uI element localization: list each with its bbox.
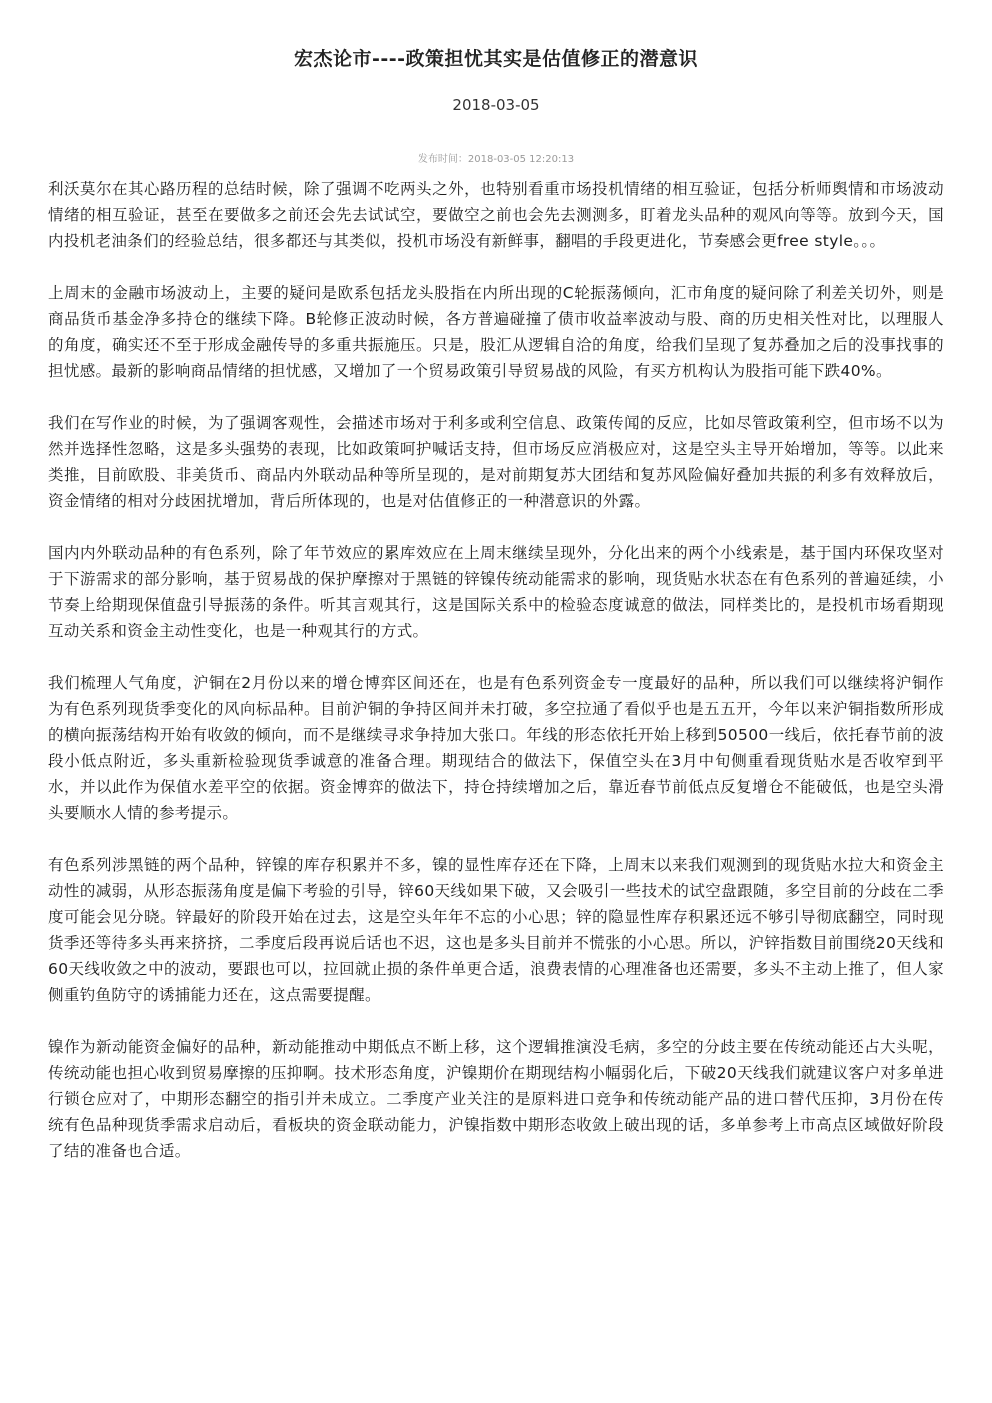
paragraph-3: 我们在写作业的时候，为了强调客观性，会描述市场对于利多或利空信息、政策传闻的反应，比如尽管政策利空，但市场不以为然并选择性忽略，这是多头强势的表现，比如政策呵护喊话支持，但市场反应消极应对，这是空头主导开始增加，等等。以此来类推，目前欧股、非美货币、商品内外联动品种等所呈现的，是对前期复苏大团结和复苏风险偏好叠加共振的利多有效释放后，资金情绪的相对分歧困扰增加，背后所体现的，也是对估值修正的一种潜意识的外露。 <box>48 414 944 510</box>
article-date: 2018-03-05 <box>452 96 540 114</box>
paragraph-1: 利沃莫尔在其心路历程的总结时候，除了强调不吃两头之外，也特别看重市场投机情绪的相互验证，包括分析师舆情和市场波动情绪的相互验证，甚至在要做多之前还会先去试试空，要做空之前也会先去测测多，盯着龙头品种的观风向等等。放到今天，国内投机老油条们的经验总结，很多都还与其类似，投机市场没有新鲜事，翻唱的手段更进化，节奏感会更free style。。。 <box>48 180 944 250</box>
paragraph-2: 上周末的金融市场波动上，主要的疑问是欧系包括龙头股指在内所出现的C轮振荡倾向，汇市角度的疑问除了利差关切外，则是商品货币基金净多持仓的继续下降。B轮修正波动时候，各方普遍碰撞了债市收益率波动与股、商的历史相关性对比，以理服人的角度，确实还不至于形成金融传导的多重共振施压。只是，股汇从逻辑自洽的角度，给我们呈现了复苏叠加之后的没事找事的担忧感。最新的影响商品情绪的担忧感，又增加了一个贸易政策引导贸易战的风险，有买方机构认为股指可能下跌40%。 <box>48 284 944 380</box>
paragraph-6: 有色系列涉黑链的两个品种，锌镍的库存积累并不多，镍的显性库存还在下降，上周末以来我们观测到的现货贴水拉大和资金主动性的减弱，从形态振荡角度是偏下考验的引导，锌60天线如果下破，又会吸引一些技术的试空盘跟随，多空目前的分歧在二季度可能会见分晓。锌最好的阶段开始在过去，这是空头年年不忘的小心思；锌的隐显性库存积累还远不够引导彻底翻空，同时现货季还等待多头再来挤挤，二季度后段再说后话也不迟，这也是多头目前并不慌张的小心思。所以，沪锌指数目前围绕20天线和60天线收敛之中的波动，要跟也可以，拉回就止损的条件单更合适，浪费表情的心理准备也还需要，多头不主动上推了，但人家侧重钓鱼防守的诱捕能力还在，这点需要提醒。 <box>48 856 944 1004</box>
publish-time-line <box>0 150 992 165</box>
paragraph-4: 国内内外联动品种的有色系列，除了年节效应的累库效应在上周末继续呈现外，分化出来的两个小线索是，基于国内环保攻坚对于下游需求的部分影响，基于贸易战的保护摩擦对于黑链的锌镍传统动能需求的影响，现货贴水状态在有色系列的普遍延续，小节奏上给期现保值盘引导振荡的条件。听其言观其行，这是国际关系中的检验态度诚意的做法，同样类比的，是投机市场看期现互动关系和资金主动性变化，也是一种观其行的方式。 <box>48 544 944 640</box>
paragraph-5: 我们梳理人气角度，沪铜在2月份以来的增仓博弈区间还在，也是有色系列资金专一度最好的品种，所以我们可以继续将沪铜作为有色系列现货季变化的风向标品种。目前沪铜的争持区间并未打破，多空拉通了看似乎也是五五开，今年以来沪铜指数所形成的横向振荡结构开始有收敛的倾向，而不是继续寻求争持加大张口。年线的形态依托开始上移到50500一线后，依托春节前的波段小低点附近，多头重新检验现货季诚意的准备合理。期现结合的做法下，保值空头在3月中旬侧重看现货贴水是否收窄到平水，并以此作为保值水差平空的依据。资金博弈的做法下，持仓持续增加之后，靠近春节前低点反复增仓不能破低，也是空头滑头要顺水人情的参考提示。 <box>48 674 944 822</box>
article-title: 宏杰论市----政策担忧其实是估值修正的潜意识 <box>293 48 699 70</box>
publish-time-value: 2018-03-05 12:20:13 <box>467 154 575 165</box>
article-body <box>48 176 944 1190</box>
publish-time-label: 发布时间： <box>417 154 468 165</box>
paragraph-7: 镍作为新动能资金偏好的品种，新动能推动中期低点不断上移，这个逻辑推演没毛病，多空的分歧主要在传统动能还占大头呢，传统动能也担心收到贸易摩擦的压抑啊。技术形态角度，沪镍期价在期现结构小幅弱化后，下破20天线我们就建议客户对多单进行锁仓应对了，中期形态翻空的指引并未成立。二季度产业关注的是原料进口竞争和传统动能产品的进口替代压抑，3月份在传统有色品种现货季需求启动后，看板块的资金联动能力，沪镍指数中期形态收敛上破出现的话，多单参考上市高点区域做好阶段了结的准备也合适。 <box>48 1038 944 1160</box>
